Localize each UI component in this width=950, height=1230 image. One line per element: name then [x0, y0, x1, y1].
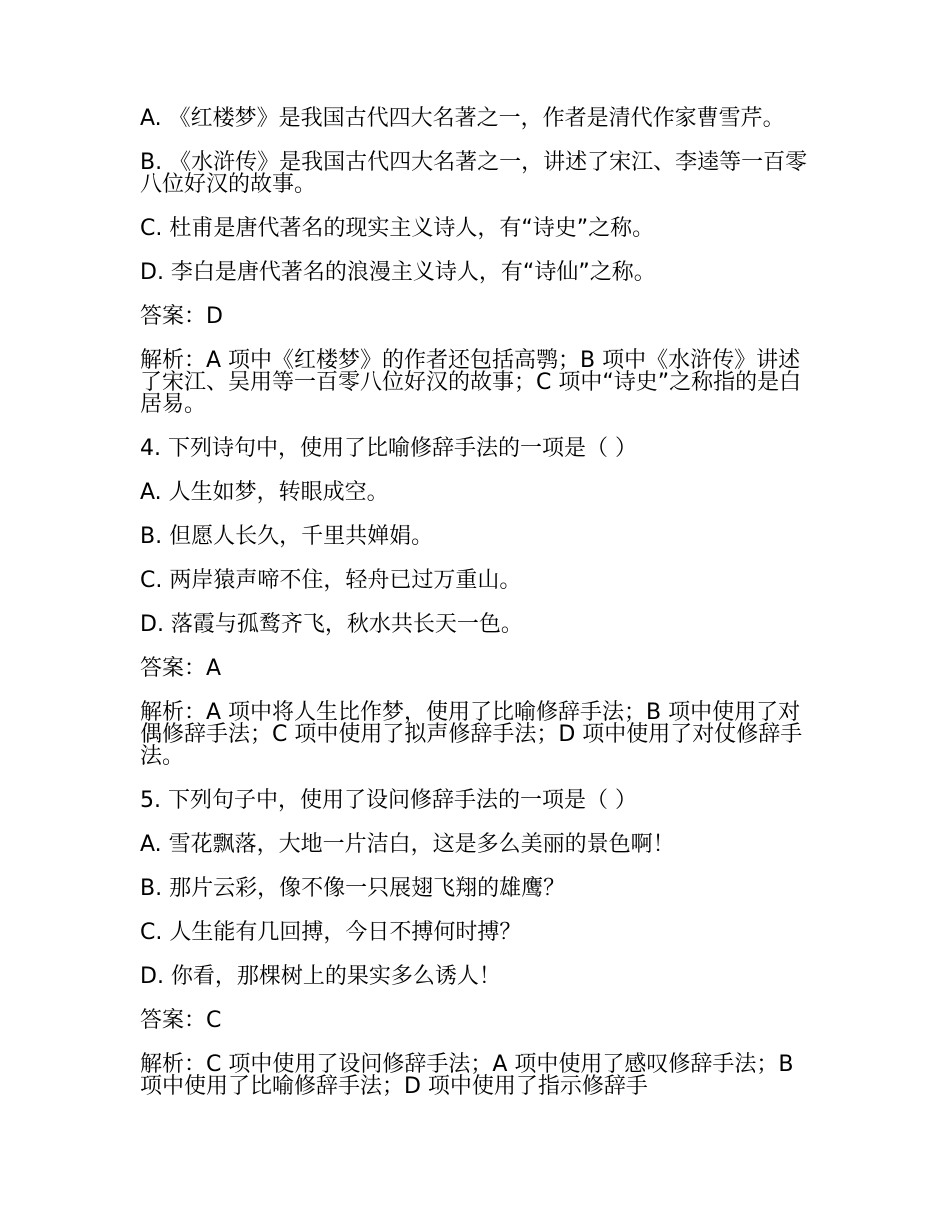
document-page	[140, 108, 812, 1120]
analysis-q3: 解析：A 项中《红楼梦》的作者还包括高鹗；B 项中《水浒传》讲述了宋江、吴用等一百零八位好汉的故事；C 项中“诗史”之称指的是白居易。	[140, 348, 802, 417]
answer-q5: 答案：C	[140, 1008, 222, 1033]
option-b-shuihuzhuan: B. 《水浒传》是我国古代四大名著之一，讲述了宋江、李逵等一百零八位好汉的故事。	[140, 150, 808, 197]
q5-option-c: C. 人生能有几回搏，今日不搏何时搏？	[140, 920, 522, 945]
question-4: 4. 下列诗句中，使用了比喻修辞手法的一项是（ ）	[140, 436, 637, 461]
answer-q4: 答案：A	[140, 656, 222, 681]
q4-option-b: B. 但愿人长久，千里共婵娟。	[140, 524, 434, 549]
q4-option-c: C. 两岸猿声啼不住，轻舟已过万重山。	[140, 568, 522, 593]
question-5: 5. 下列句子中，使用了设问修辞手法的一项是（ ）	[140, 788, 637, 813]
option-a-hongloumeng: A. 《红楼梦》是我国古代四大名著之一，作者是清代作家曹雪芹。	[140, 106, 785, 131]
q4-option-d: D. 落霞与孤鹜齐飞，秋水共长天一色。	[140, 612, 523, 637]
answer-q3: 答案：D	[140, 304, 223, 329]
analysis-q5: 解析：C 项中使用了设问修辞手法；A 项中使用了感叹修辞手法；B 项中使用了比喻修辞手法；D 项中使用了指示修辞手	[140, 1052, 794, 1099]
q5-option-b: B. 那片云彩，像不像一只展翅飞翔的雄鹰？	[140, 876, 566, 901]
option-d-libai: D. 李白是唐代著名的浪漫主义诗人，有“诗仙”之称。	[140, 260, 656, 285]
analysis-q4: 解析：A 项中将人生比作梦，使用了比喻修辞手法；B 项中使用了对偶修辞手法；C 项中使用了拟声修辞手法；D 项中使用了对仗修辞手法。	[140, 700, 803, 769]
option-c-dufu: C. 杜甫是唐代著名的现实主义诗人，有“诗史”之称。	[140, 216, 655, 241]
q5-option-a: A. 雪花飘落，大地一片洁白，这是多么美丽的景色啊！	[140, 832, 675, 857]
q4-option-a: A. 人生如梦，转眼成空。	[140, 480, 389, 505]
q5-option-d: D. 你看，那棵树上的果实多么诱人！	[140, 964, 501, 989]
